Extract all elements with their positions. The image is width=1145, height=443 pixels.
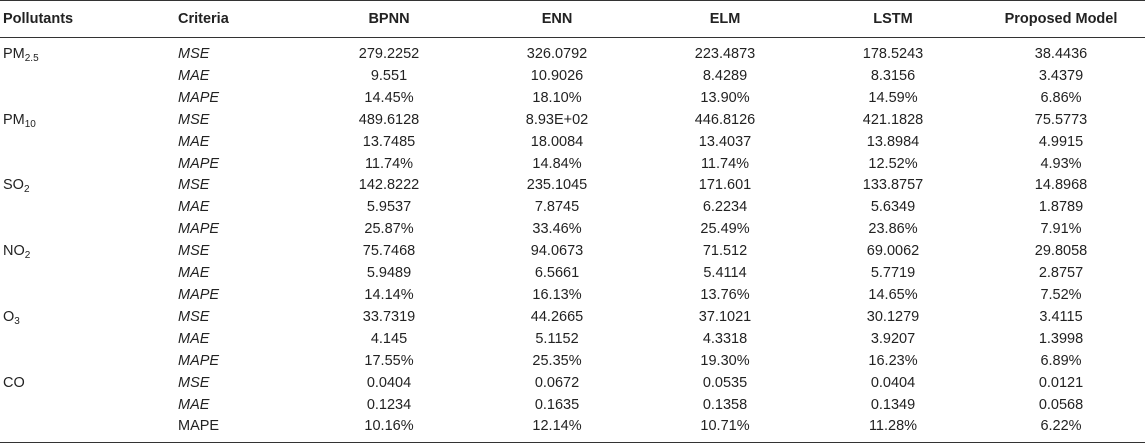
pollutant-cell [0,263,178,285]
pollutant-subscript: 2.5 [24,53,39,64]
value-cell: 14.8968 [1034,177,1088,194]
pollutant-cell [0,373,178,395]
pollutant-cell [0,416,178,442]
value-cell: 13.8984 [866,133,920,150]
value-cell: 11.74% [700,155,750,172]
value-cell: 13.4037 [698,133,752,150]
value-cell: 10.71% [641,416,809,442]
value-cell: 3.4115 [1039,308,1083,325]
criterion-cell: MAE [178,330,210,347]
criterion-cell: MAE [178,67,210,84]
value-cell: 13.76% [700,286,750,303]
table-row [0,38,1145,66]
criterion-cell: MSE [178,243,210,260]
value-cell: 25.35% [532,352,582,369]
value-cell: 223.4873 [694,46,756,62]
table-row [0,132,1145,154]
value-cell: 14.45% [364,89,414,106]
value-cell: 10.9026 [530,67,584,84]
value-cell: 14.14% [364,286,414,303]
value-cell: 6.22% [977,416,1145,442]
value-cell: 0.0404 [870,374,916,391]
value-cell: 71.512 [702,243,748,260]
table-body [0,38,1145,443]
value-cell: 0.1234 [366,396,412,413]
table-row [0,329,1145,351]
value-cell: 1.8789 [1038,199,1084,216]
value-cell: 12.52% [868,155,918,172]
value-cell: 142.8222 [358,177,420,194]
table-row [0,88,1145,110]
pollutant-cell [0,154,178,176]
value-cell: 326.0792 [526,46,588,62]
value-cell: 7.8745 [534,199,580,216]
pollutant-cell [0,307,178,329]
value-cell: 0.0404 [366,374,412,391]
table-row [0,307,1145,329]
value-cell: 9.551 [370,67,408,84]
value-cell: 133.8757 [862,177,924,194]
value-cell: 37.1021 [698,308,752,325]
value-cell: 3.4379 [1038,67,1084,84]
value-cell: 0.1635 [534,396,580,413]
table-row [0,110,1145,132]
value-cell: 7.91% [1040,221,1082,238]
value-cell: 10.16% [305,416,473,442]
value-cell: 4.145 [370,330,408,347]
criterion-cell: MSE [178,374,210,391]
pollutant-name: SO [3,177,24,194]
value-cell: 5.1152 [535,330,579,347]
value-cell: 44.2665 [530,308,584,325]
value-cell: 5.9537 [366,199,412,216]
value-cell: 0.0672 [534,374,580,391]
value-cell: 33.46% [532,221,582,238]
value-cell: 6.5661 [534,265,580,282]
value-cell: 8.4289 [702,67,748,84]
value-cell: 30.1279 [866,308,920,325]
pollutant-cell [0,241,178,263]
table-row [0,351,1145,373]
value-cell: 4.93% [1040,155,1082,172]
criterion-cell: MAPE [178,89,220,106]
table-row [0,219,1145,241]
value-cell: 5.9489 [366,265,412,282]
value-cell: 18.0084 [530,133,584,150]
value-cell: 14.65% [868,286,918,303]
pollutant-name: NO [3,243,25,260]
value-cell: 3.9207 [870,330,916,347]
value-cell: 29.8058 [1034,243,1088,260]
pollutant-cell [0,88,178,110]
value-cell: 18.10% [532,89,582,106]
value-cell: 94.0673 [530,243,584,260]
pollutant-cell [0,110,178,132]
header-elm: ELM [641,1,809,38]
value-cell: 75.5773 [1034,111,1088,128]
value-cell: 25.49% [700,221,750,238]
value-cell: 7.52% [1040,286,1082,303]
pollutant-cell [0,197,178,219]
value-cell: 5.6349 [870,199,916,216]
value-cell: 16.23% [868,352,918,369]
pollutant-subscript: 10 [24,118,36,130]
pollutant-subscript: 2 [24,250,31,262]
criterion-cell: MAPE [178,286,220,303]
criterion-cell: MAPE [178,416,305,442]
value-cell: 6.89% [1040,352,1082,369]
value-cell: 14.59% [868,89,918,106]
pollutant-cell [0,329,178,351]
value-cell: 0.0121 [1038,374,1084,391]
value-cell: 4.3318 [702,330,748,347]
table-row [0,175,1145,197]
pollutant-name: O [3,308,15,325]
header-enn: ENN [473,1,641,38]
table-row [0,66,1145,88]
value-cell: 38.4436 [1034,46,1088,62]
value-cell: 13.7485 [362,133,416,150]
header-bpnn: BPNN [305,1,473,38]
pollutant-subscript: 3 [14,315,20,327]
criterion-cell: MAPE [178,155,220,172]
value-cell: 2.8757 [1038,265,1084,282]
value-cell: 25.87% [364,221,414,238]
pollutant-name: PM [3,46,25,62]
criterion-cell: MAE [178,396,210,413]
value-cell: 11.28% [809,416,977,442]
value-cell: 489.6128 [358,111,420,128]
pollutant-cell [0,395,178,417]
criterion-cell: MSE [178,111,210,128]
value-cell: 8.93E+02 [525,111,589,128]
criterion-cell: MAE [178,133,210,150]
criterion-cell: MAE [178,199,210,216]
criterion-cell: MAPE [178,352,220,369]
header-proposed-model: Proposed Model [977,1,1145,38]
pollutant-cell [0,66,178,88]
pollutant-cell [0,351,178,373]
pollutant-name: PM [3,111,25,128]
value-cell: 421.1828 [862,111,924,128]
header-criteria: Criteria [178,1,305,38]
criterion-cell: MAPE [178,221,220,238]
value-cell: 1.3998 [1038,330,1084,347]
criterion-cell: MSE [178,308,210,325]
value-cell: 6.2234 [702,199,748,216]
value-cell: 235.1045 [526,177,588,194]
value-cell: 4.9915 [1038,133,1084,150]
header-pollutants: Pollutants [0,1,178,38]
pollutant-name: CO [3,374,25,391]
table-row [0,416,1145,442]
value-cell: 23.86% [868,221,918,238]
value-cell: 19.30% [700,352,750,369]
value-cell: 8.3156 [870,67,916,84]
value-cell: 14.84% [532,155,582,172]
table-row [0,154,1145,176]
pollutant-cell [0,38,178,66]
value-cell: 16.13% [532,286,582,303]
value-cell: 12.14% [473,416,641,442]
table-row [0,285,1145,307]
table-row [0,241,1145,263]
table-row [0,197,1145,219]
value-cell: 178.5243 [862,46,924,62]
pollutant-cell [0,285,178,307]
pollutant-cell [0,175,178,197]
value-cell: 69.0062 [866,243,920,260]
value-cell: 171.601 [698,177,752,194]
header-lstm: LSTM [809,1,977,38]
value-cell: 279.2252 [358,46,420,62]
value-cell: 446.8126 [694,111,756,128]
value-cell: 11.74% [364,155,414,172]
value-cell: 0.1358 [702,396,748,413]
value-cell: 5.7719 [870,265,916,282]
header-row [0,1,1145,38]
value-cell: 0.0568 [1038,396,1084,413]
pollutant-subscript: 2 [23,184,30,196]
value-cell: 0.0535 [702,374,748,391]
pollutant-cell [0,132,178,154]
value-cell: 6.86% [1040,89,1082,106]
value-cell: 33.7319 [362,308,416,325]
criterion-cell: MSE [178,46,210,62]
pollutant-cell [0,219,178,241]
criterion-cell: MSE [178,177,210,194]
table-row [0,373,1145,395]
table-row [0,263,1145,285]
value-cell: 17.55% [364,352,414,369]
table-row [0,395,1145,417]
value-cell: 5.4114 [703,265,747,282]
value-cell: 0.1349 [870,396,916,413]
value-cell: 75.7468 [362,243,416,260]
value-cell: 13.90% [700,89,750,106]
criterion-cell: MAE [178,265,210,282]
